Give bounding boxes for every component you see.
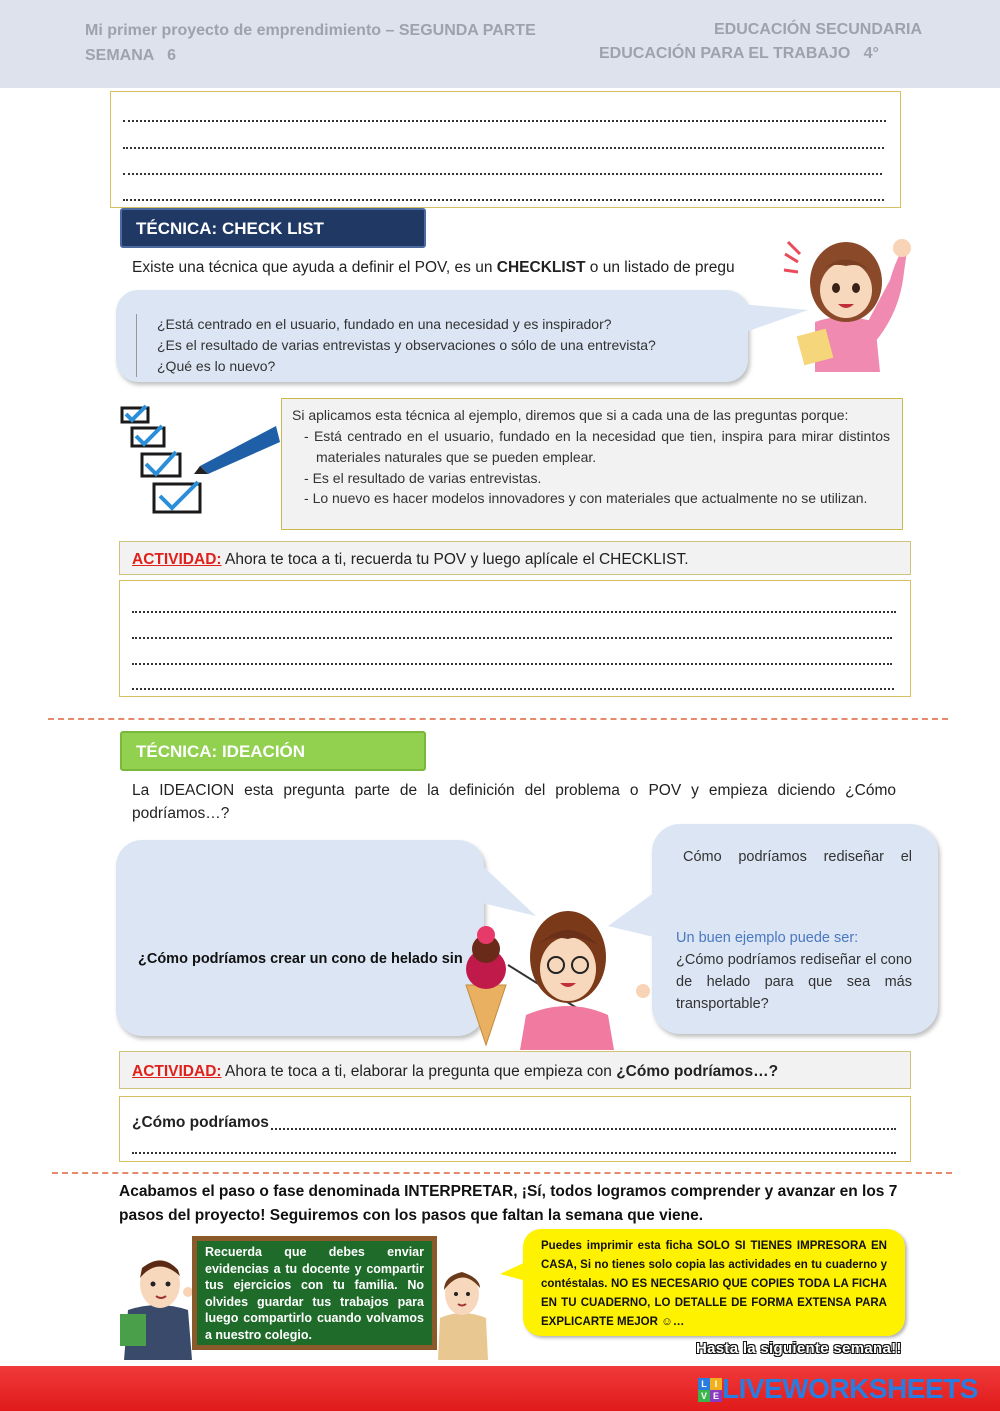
chalkboard-reminder: Recuerda que debes enviar evidencias a tu docente y compartir tus ejercicios con tu familia. No olvides guardar tus trabajos para luego compartirlo cuando volvamos a nuestro colegio.	[192, 1236, 437, 1350]
header-course-title: Mi primer proyecto de emprendimiento – SEGUNDA PARTE	[85, 22, 536, 39]
header-level: EDUCACIÓN SECUNDARIA	[714, 21, 923, 38]
checklist-question: ¿Qué es lo nuevo?	[136, 356, 736, 377]
checklist-activity-prompt: ACTIVIDAD: Ahora te toca a ti, recuerda tu POV y luego aplícale el CHECKLIST.	[119, 541, 911, 575]
checklist-example-item: - Está centrado en el usuario, fundado en la necesidad que tien, inspira para mirar distintos materiales naturales que se pueden emplear.	[304, 428, 890, 465]
checklist-question: ¿Es el resultado de varias entrevistas y observaciones o sólo de una entrevista?	[136, 335, 736, 356]
answer-prefix: ¿Cómo podríamos	[132, 1111, 271, 1134]
ideacion-example-text: ¿Cómo podríamos rediseñar el cono de helado para que sea más transportable?	[676, 952, 912, 1012]
bubble-tail	[608, 880, 668, 950]
checklist-example-box	[281, 398, 903, 530]
closing-text: Acabamos el paso o fase denominada INTERPRETAR, ¡Sí, todos logramos comprender y avanzar en los 7 pasos del proyecto! Seguiremos con los pasos que faltan la semana que viene.	[119, 1183, 898, 1224]
ideacion-intro: La IDEACION esta pregunta parte de la definición del problema o POV y empieza diciendo ¿Cómo podríamos…?	[132, 782, 896, 822]
checklist-questions-list	[136, 314, 736, 377]
ideacion-example-label: Un buen ejemplo puede ser:	[676, 930, 859, 946]
checklist-example-intro: Si aplicamos esta técnica al ejemplo, diremos que si a cada una de las preguntas porque:	[292, 407, 849, 423]
ideacion-answer-box[interactable]	[119, 1096, 911, 1162]
logo-letter: E	[710, 1390, 722, 1402]
section-divider	[52, 1172, 952, 1174]
teacher-small-illustration	[432, 1268, 494, 1360]
ideacion-title: TÉCNICA: IDEACIÓN	[120, 731, 426, 771]
logo-letter: I	[710, 1378, 722, 1390]
ideacion-left-bubble-text: ¿Cómo podríamos crear un cono de helado sin	[138, 951, 463, 967]
checklist-question: ¿Está centrado en el usuario, fundado en una necesidad y es inspirador?	[136, 314, 736, 335]
ideacion-left-bubble	[116, 840, 484, 1036]
checklist-example-item: - Es el resultado de varias entrevistas.	[304, 470, 542, 486]
logo-letter: V	[698, 1390, 710, 1402]
top-answer-box[interactable]	[110, 91, 901, 208]
bubble-tail	[500, 1260, 530, 1284]
ideacion-right-bubble-top: Cómo podríamos rediseñar el	[683, 849, 912, 865]
checklist-pen-icon	[118, 398, 280, 526]
liveworksheets-brand[interactable]: LIVEWORKSHEETS	[722, 1373, 978, 1404]
page-header	[0, 0, 1000, 88]
farewell-text: Hasta la siguiente semana!!	[696, 1340, 902, 1357]
section-divider	[48, 718, 948, 720]
checklist-example-item: - Lo nuevo es hacer modelos innovadores y con materiales que actualmente no se utilizan.	[304, 490, 868, 506]
ideacion-activity-prompt: ACTIVIDAD: Ahora te toca a ti, elaborar la pregunta que empieza con ¿Cómo podríamos…?	[119, 1051, 911, 1089]
checklist-answer-box[interactable]	[119, 580, 911, 697]
checklist-title: TÉCNICA: CHECK LIST	[120, 208, 426, 248]
student-boy-illustration	[118, 1256, 198, 1360]
logo-letter: L	[698, 1378, 710, 1390]
header-week: SEMANA 6	[85, 47, 176, 64]
print-note: Puedes imprimir esta ficha SOLO SI TIENES IMPRESORA EN CASA, Si no tienes solo copia las actividades en tu cuaderno y contéstalas. NO ES NECESARIO QUE COPIES TODA LA FICHA EN TU CUADERNO, LO DETALLE DE FORMA EXTENSA PARA EXPLICARTE MEJOR ☺…	[523, 1229, 905, 1336]
header-subject: EDUCACIÓN PARA EL TRABAJO 4°	[599, 45, 879, 62]
checklist-intro: Existe una técnica que ayuda a definir el POV, es un CHECKLIST o un listado de pregu	[132, 259, 735, 276]
liveworksheets-logo	[698, 1378, 722, 1402]
bubble-tail	[740, 300, 810, 340]
